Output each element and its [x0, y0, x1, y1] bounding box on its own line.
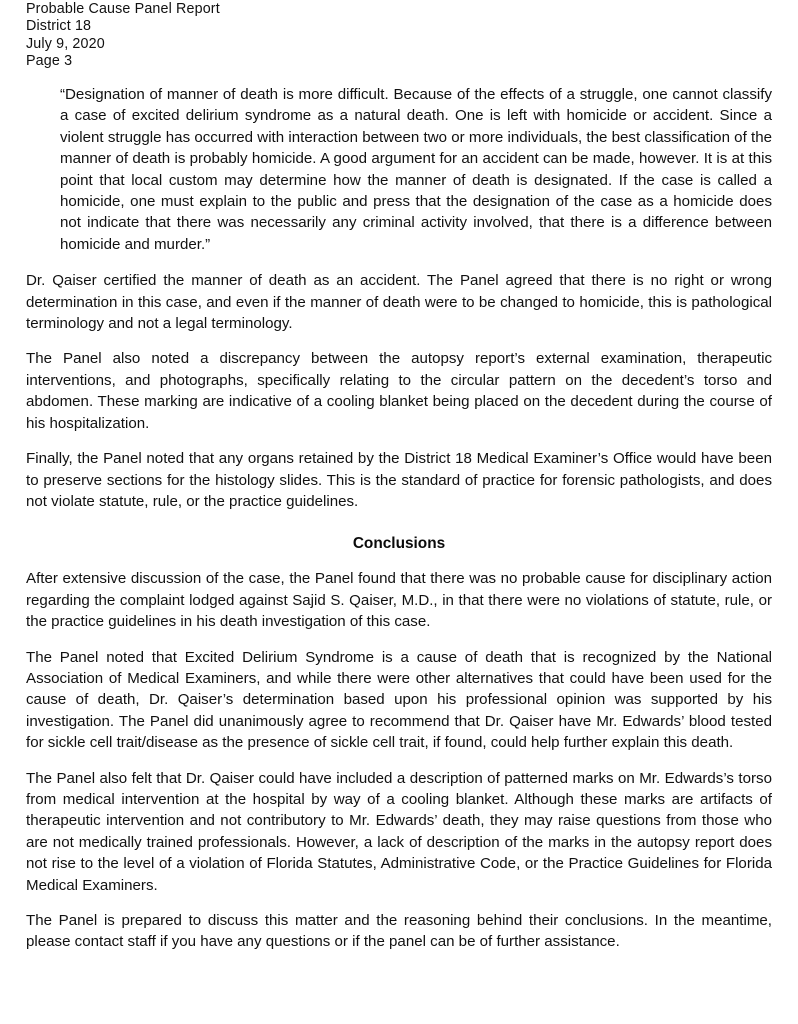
paragraph-closing-contact: The Panel is prepared to discuss this matter and the reasoning behind their conclusions. In the meantime, please contact staff if you have any questions or if the panel can be of further assistance. — [26, 912, 772, 951]
paragraph-retained-organs: Finally, the Panel noted that any organs retained by the District 18 Medical Examiner’s Office would have been to preserve sections for the histology slides. This is the standard of practice for forensic pathologists, and does not violate statute, rule, or the practice guidelines. — [26, 450, 772, 510]
blockquote-manner-of-death — [60, 84, 772, 255]
header-line-title: Probable Cause Panel Report — [26, 1, 220, 17]
paragraph-excited-delirium-syndrome: The Panel noted that Excited Delirium Syndrome is a cause of death that is recognized by the National Association of Medical Examiners, and while there were other alternatives that could have been used for the cause of death, Dr. Qaiser’s determination based upon his professional opinion was supported by his investigation. The Panel did unanimously agree to recommend that Dr. Qaiser have Mr. Edwards’ blood tested for sickle cell trait/disease as the presence of sickle cell trait, if found, could help further explain this death. — [26, 648, 772, 752]
quote-spacer — [26, 255, 772, 270]
paragraph-no-probable-cause: After extensive discussion of the case, the Panel found that there was no probable cause for disciplinary action regarding the complaint lodged against Sajid S. Qaiser, M.D., in that there were no violations of statute, rule, or the practice guidelines in his death investigation of this case. — [26, 570, 772, 631]
header-line-page: Page 3 — [26, 52, 73, 69]
document-header — [26, 1, 526, 70]
paragraph-qaiser-certified: Dr. Qaiser certified the manner of death as an accident. The Panel agreed that there is no right or wrong determination in this case, and even if the manner of death were to be changed to homicide, this is pathological terminology and not a legal terminology. — [26, 272, 772, 333]
blockquote-text: “Designation of manner of death is more difficult. Because of the effects of a struggle, one cannot classify a case of excited delirium syndrome as a natural death. One is left with homicide or accident. Since a violent struggle has occurred with interaction between two or more individuals, the best classification of the manner of death is probably homicide. A good argument for an accident can be made, however. It is at this point that local custom may determine how the manner of death is designated. If the case is called a homicide, one must explain to the public and press that the designation of the case as a homicide does not indicate that there was necessarily any criminal activity involved, that there is a difference between homicide and murder.” — [60, 86, 772, 253]
document-body — [26, 84, 772, 953]
paragraph-patterned-marks: The Panel also felt that Dr. Qaiser could have included a description of patterned marks on Mr. Edwards’s torso from medical intervention at the hospital by way of a cooling blanket. Although these marks are artifacts of therapeutic intervention and not contributory to Mr. Edwards’ death, they may raise questions from those who are not medically trained professionals. However, a lack of description of the marks in the autopsy report does not rise to the level of a violation of Florida Statutes, Administrative Code, or the Practice Guidelines for Florida Medical Examiners. — [26, 769, 772, 894]
paragraph-discrepancy-autopsy: The Panel also noted a discrepancy between the autopsy report’s external examination, therapeutic interventions, and photographs, specifically relating to the circular pattern on the decedent’s torso and abdomen. These marking are indicative of a cooling blanket being placed on the decedent during the course of his hospitalization. — [26, 350, 772, 432]
header-line-district: District 18 — [26, 18, 92, 35]
header-line-date: July 9, 2020 — [26, 35, 105, 52]
conclusions-heading: Conclusions — [352, 535, 446, 553]
